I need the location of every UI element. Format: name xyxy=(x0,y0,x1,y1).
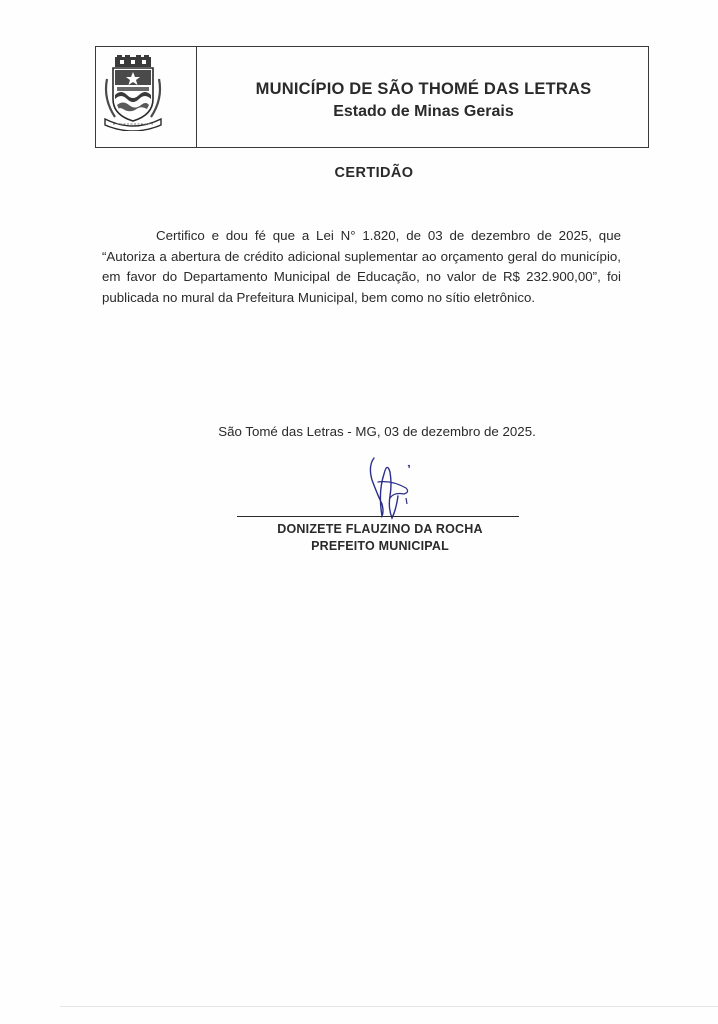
certificate-body xyxy=(102,226,621,308)
coat-of-arms-icon xyxy=(101,55,165,131)
place-and-date: São Tomé das Letras - MG, 03 de dezembro de 2025. xyxy=(218,424,536,439)
signature-line xyxy=(237,516,519,517)
signer-name: DONIZETE FLAUZINO DA ROCHA xyxy=(277,522,483,536)
municipality-name: MUNICÍPIO DE SÃO THOMÉ DAS LETRAS xyxy=(255,80,592,98)
logo-cell xyxy=(96,47,197,147)
letterhead xyxy=(95,46,649,148)
handwritten-signature-icon xyxy=(352,452,432,532)
certificate-text: Certifico e dou fé que a Lei N° 1.820, de 03 de dezembro de 2025, que “Autoriza a abertura de crédito adicional suplementar ao orçamento geral do município, em favor do Departamento Municipal de Educação, no valor de R$ 232.900,00”, foi publicada no mural da Prefeitura Municipal, bem como no sítio eletrônico. xyxy=(102,228,621,305)
state-name: Estado de Minas Gerais xyxy=(333,103,514,120)
document-title: CERTIDÃO xyxy=(334,165,414,181)
letterhead-text xyxy=(197,47,650,147)
scan-edge-line xyxy=(60,1006,718,1007)
signer-title: PREFEITO MUNICIPAL xyxy=(311,539,449,553)
